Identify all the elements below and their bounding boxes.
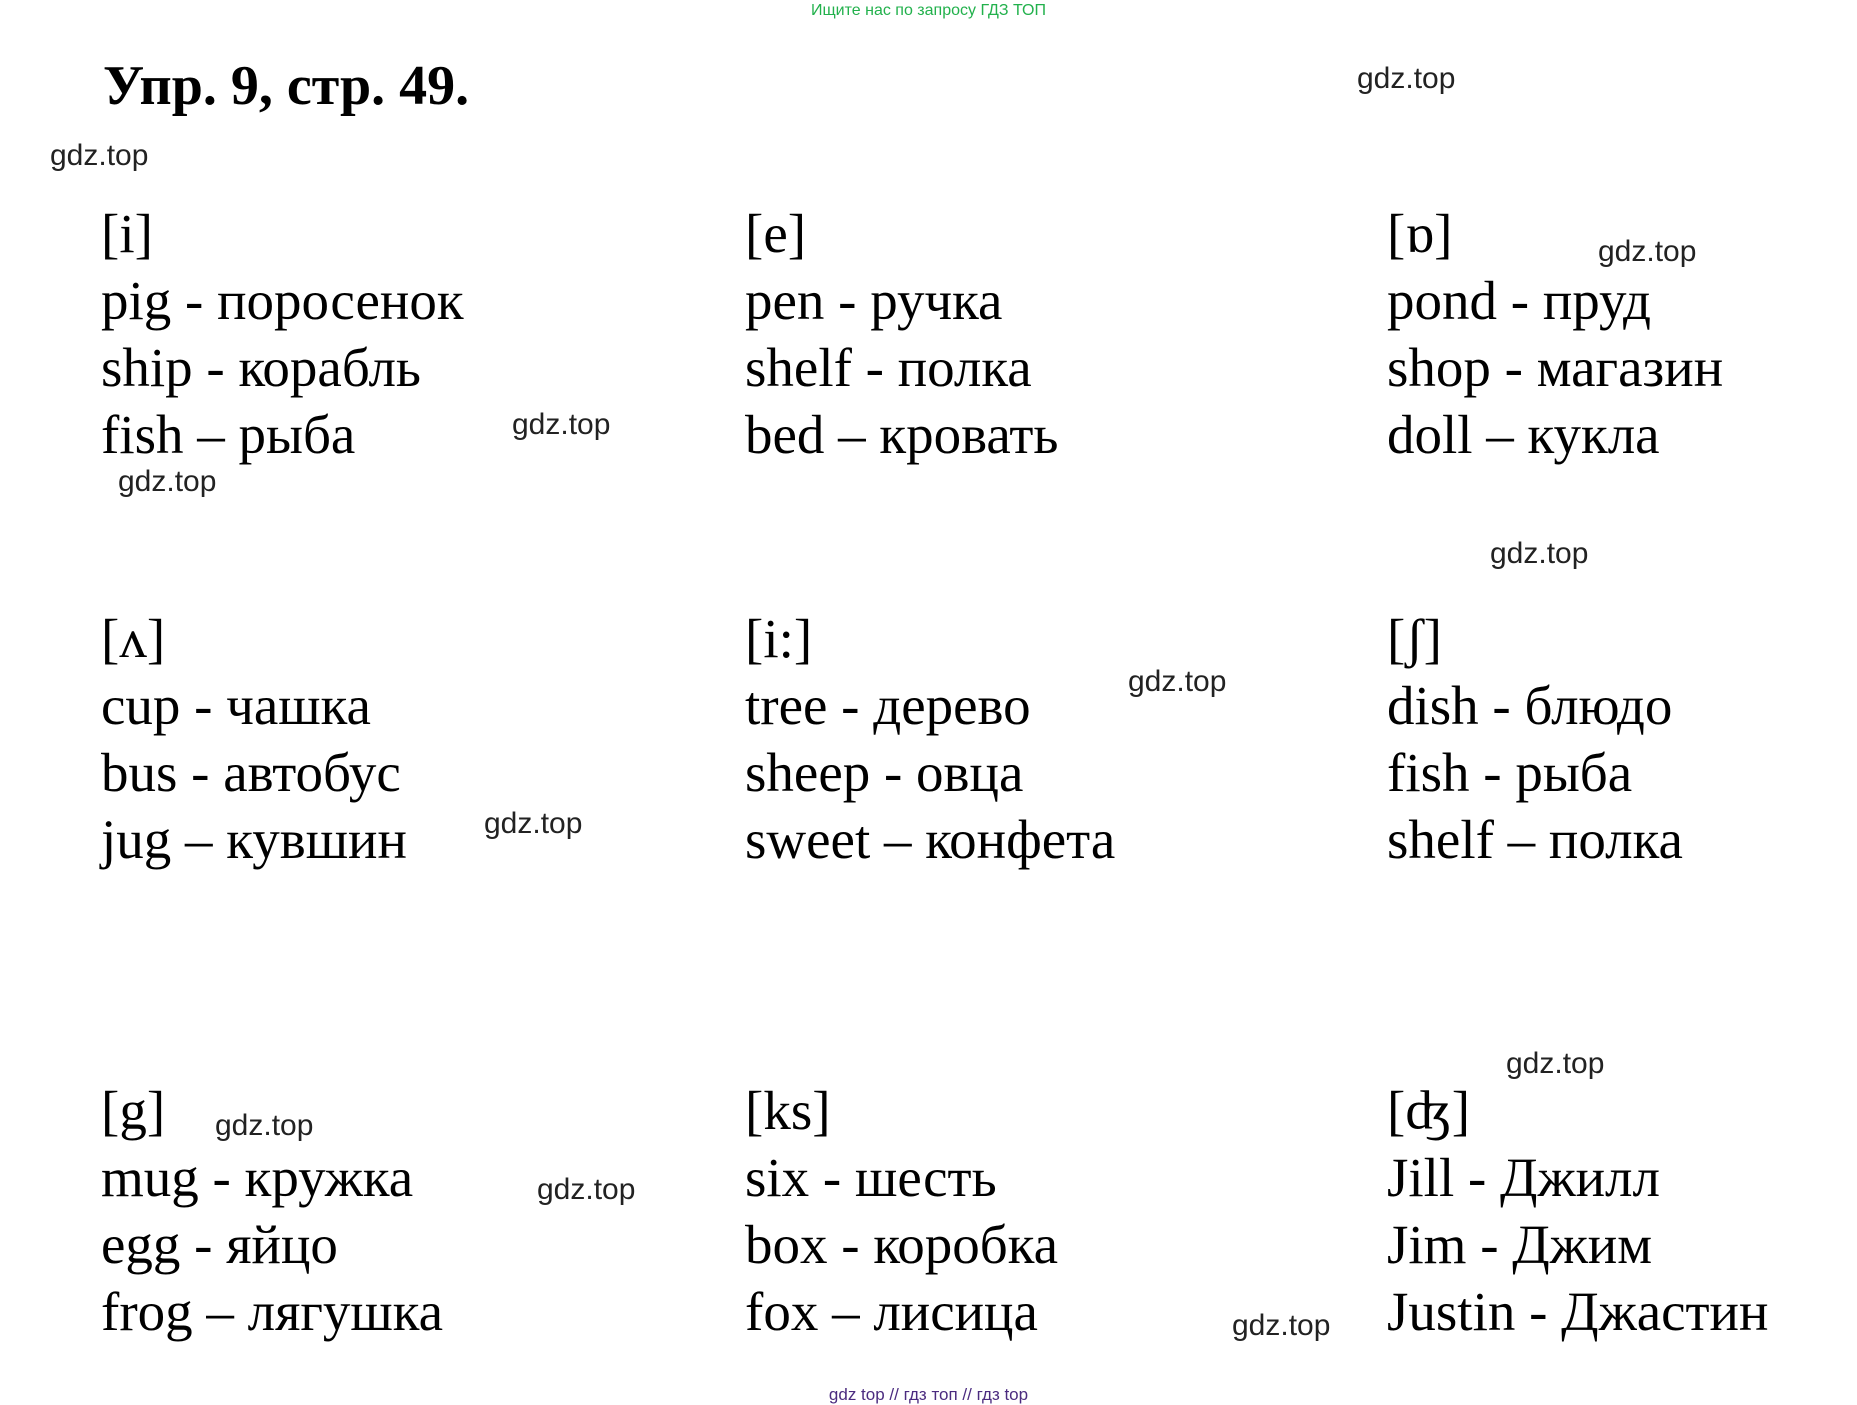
word-item: jug – кувшин	[101, 809, 407, 870]
word-item: Justin - Джастин	[1387, 1281, 1769, 1342]
word-item: pond - пруд	[1387, 270, 1652, 331]
footer-links: gdz top // гдз топ // гдз top	[828, 1385, 1029, 1404]
watermark: gdz.top	[512, 408, 611, 441]
phoneme-label: [e]	[745, 203, 807, 264]
phoneme-group-dzh	[1387, 1077, 1768, 1345]
watermark: gdz.top	[1232, 1309, 1331, 1342]
word-item: cup - чашка	[101, 675, 371, 736]
word-item: pen - ручка	[745, 270, 1003, 331]
phoneme-label: [i:]	[745, 608, 813, 669]
phoneme-group-uh	[101, 605, 407, 873]
phoneme-label: [ɒ]	[1387, 203, 1453, 264]
top-banner: Ищите нас по запросу ГДЗ ТОП	[811, 2, 1046, 19]
phoneme-label: [ʤ]	[1387, 1080, 1471, 1141]
phoneme-label: [ʌ]	[101, 608, 166, 669]
phoneme-label: [ks]	[745, 1080, 831, 1141]
watermark: gdz.top	[118, 465, 217, 498]
word-item: bed – кровать	[745, 404, 1059, 465]
watermark: gdz.top	[1128, 665, 1227, 698]
word-item: doll – кукла	[1387, 404, 1660, 465]
word-item: fish - рыба	[1387, 742, 1633, 803]
word-item: ship - корабль	[101, 337, 421, 398]
word-item: shelf – полка	[1387, 809, 1683, 870]
phoneme-group-sh	[1387, 605, 1683, 873]
word-item: tree - дерево	[745, 675, 1031, 736]
word-item: sheep - овца	[745, 742, 1024, 803]
watermark: gdz.top	[537, 1173, 636, 1206]
watermark: gdz.top	[50, 139, 149, 172]
word-item: bus - автобус	[101, 742, 401, 803]
phoneme-label: [ʃ]	[1387, 608, 1442, 669]
word-item: fish – рыба	[101, 404, 356, 465]
watermark: gdz.top	[1357, 62, 1456, 95]
watermark: gdz.top	[1490, 537, 1589, 570]
watermark: gdz.top	[1598, 235, 1697, 268]
phoneme-group-e	[745, 200, 1058, 468]
word-item: box - коробка	[745, 1214, 1059, 1275]
word-item: six - шесть	[745, 1147, 997, 1208]
word-item: dish - блюдо	[1387, 675, 1673, 736]
phoneme-label: [g]	[101, 1080, 166, 1141]
word-item: pig - поросенок	[101, 270, 464, 331]
word-item: Jim - Джим	[1387, 1214, 1653, 1275]
phoneme-group-i	[101, 200, 464, 468]
word-item: fox – лисица	[745, 1281, 1038, 1342]
phoneme-label: [i]	[101, 203, 153, 264]
word-item: frog – лягушка	[101, 1281, 444, 1342]
word-item: mug - кружка	[101, 1147, 414, 1208]
page-title: Упр. 9, стр. 49.	[103, 55, 470, 117]
phoneme-group-ii	[745, 605, 1115, 873]
watermark: gdz.top	[215, 1109, 314, 1142]
watermark: gdz.top	[1506, 1047, 1605, 1080]
watermark: gdz.top	[484, 807, 583, 840]
word-item: egg - яйцо	[101, 1214, 338, 1275]
word-item: shop - магазин	[1387, 337, 1724, 398]
word-item: Jill - Джилл	[1387, 1147, 1660, 1208]
phoneme-group-ks	[745, 1077, 1058, 1345]
word-item: shelf - полка	[745, 337, 1032, 398]
word-item: sweet – конфета	[745, 809, 1116, 870]
